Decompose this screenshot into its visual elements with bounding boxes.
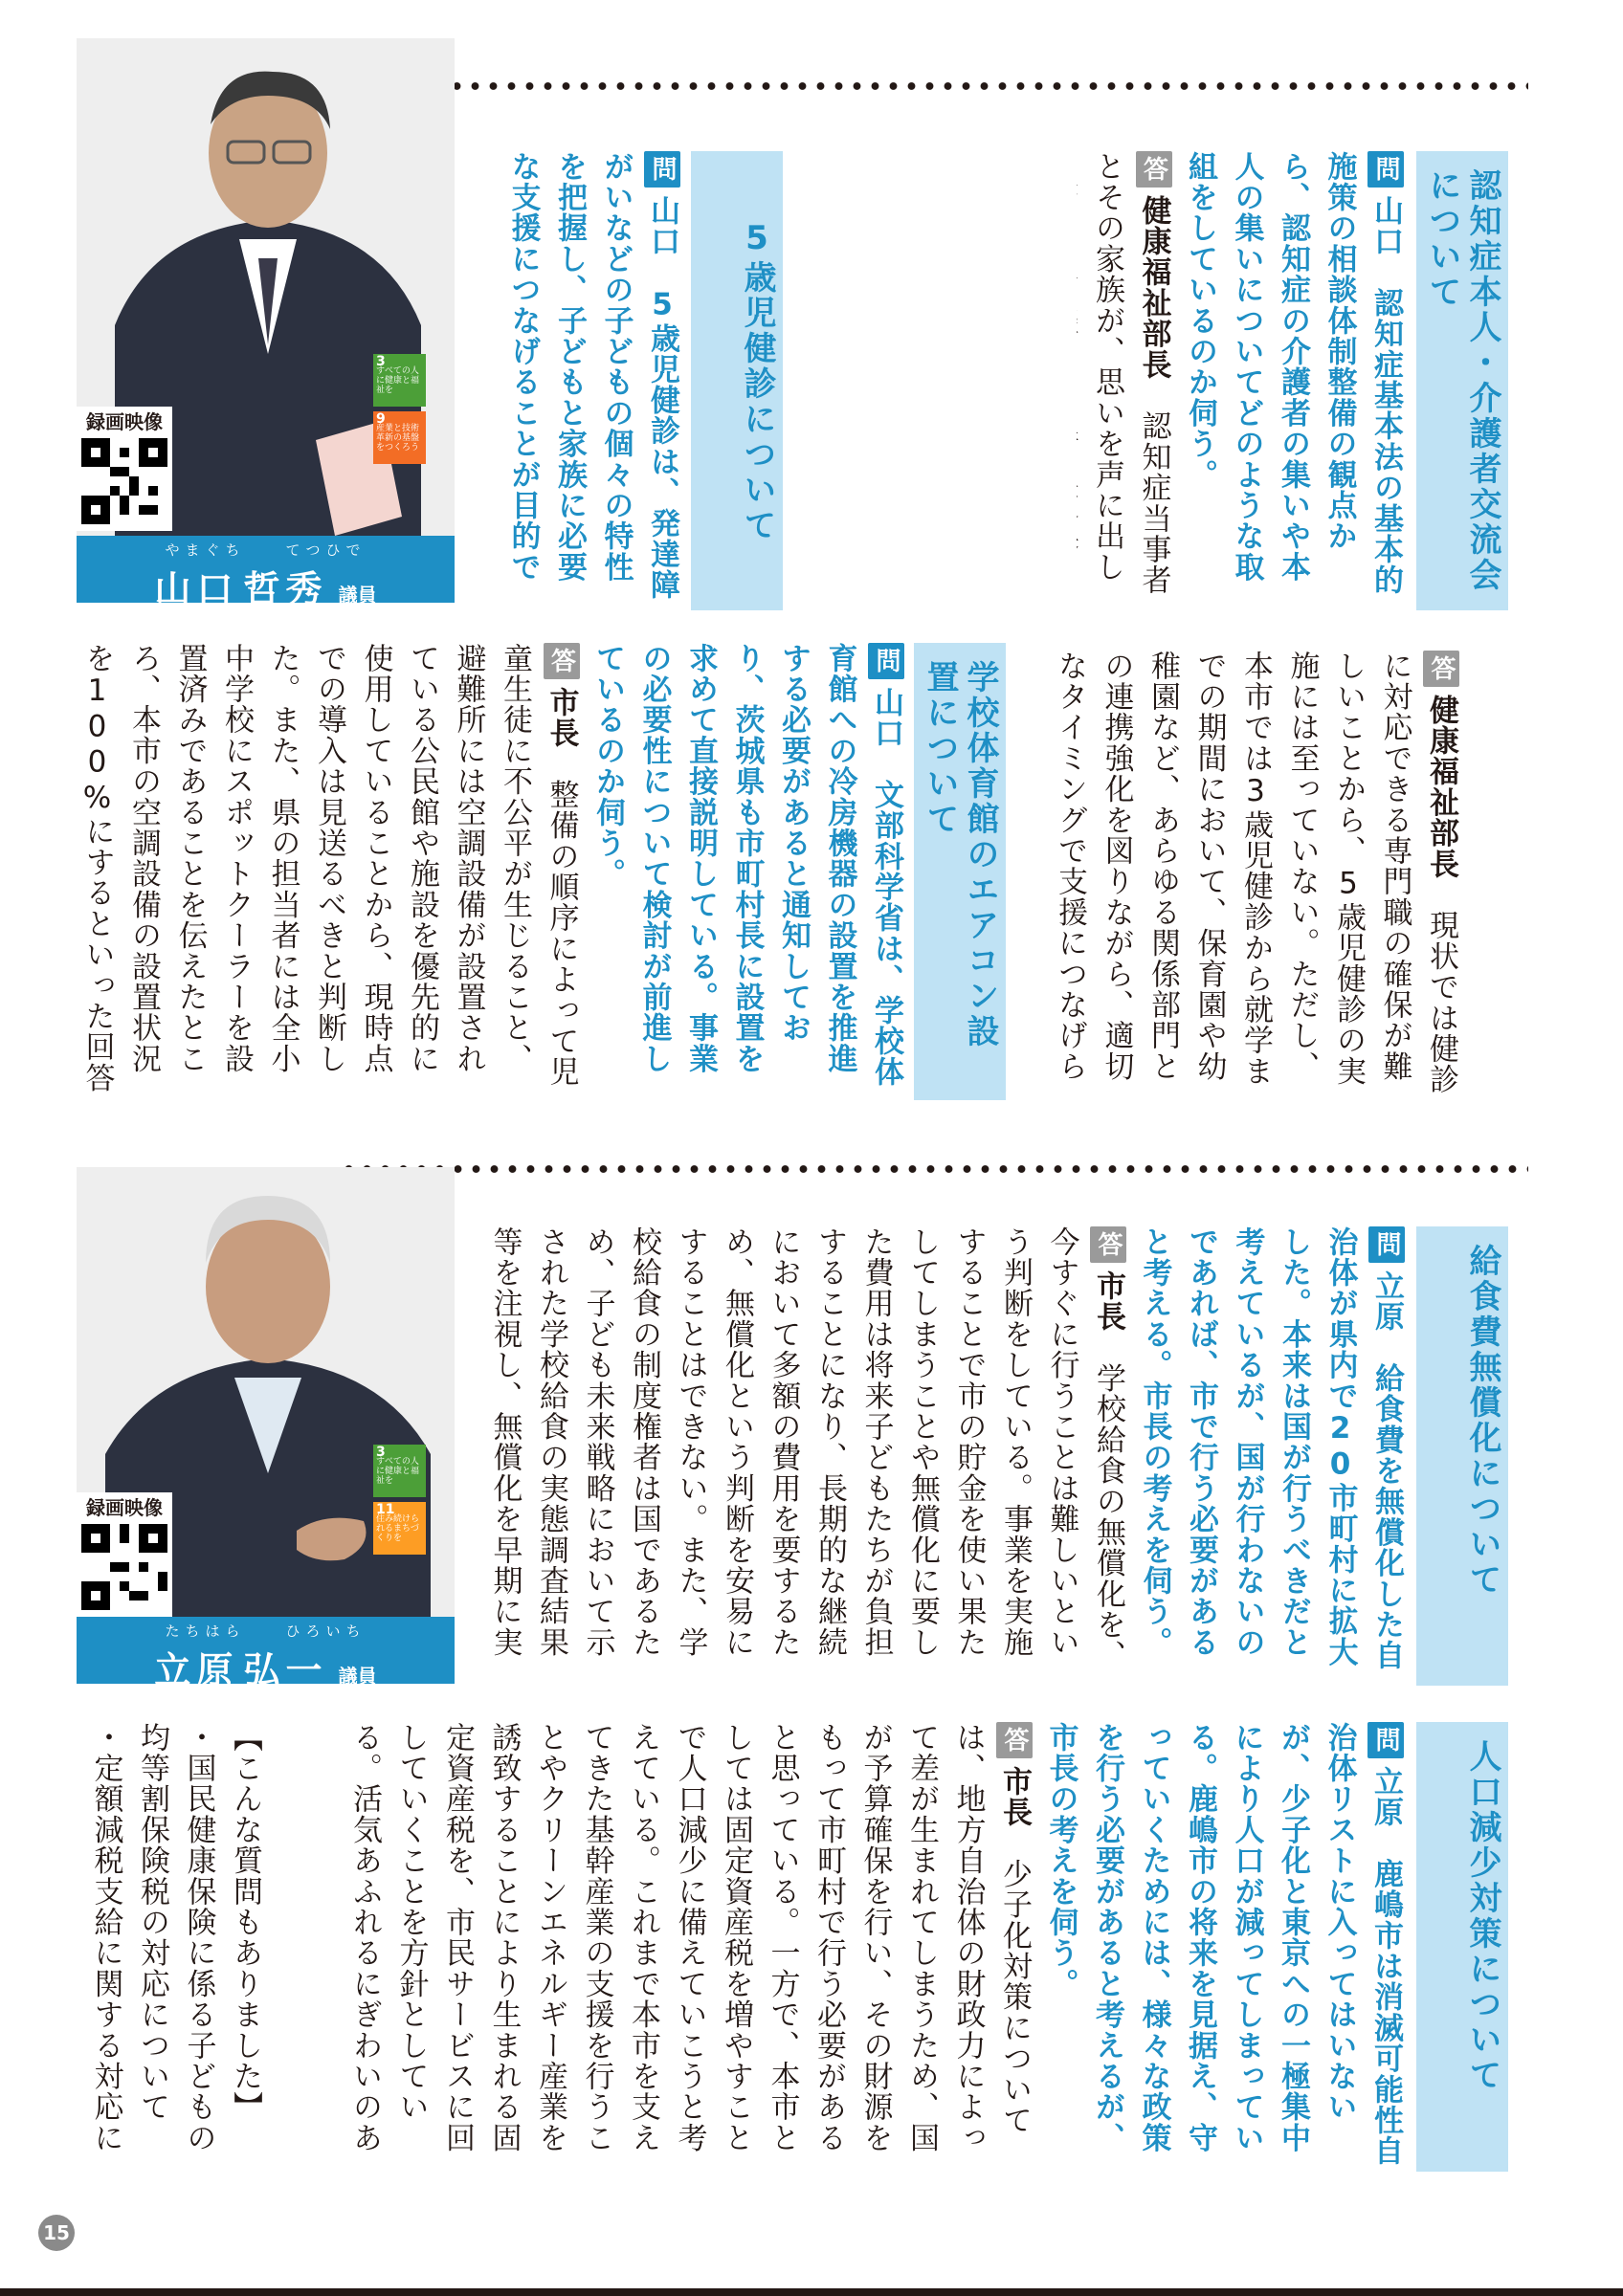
section-gym-aircon-text	[77, 643, 909, 1100]
member-role: 議員	[338, 584, 377, 607]
question-text: 立原 給食費を無償化した自治体が県内で20市町村に拡大した。本来は国が行うべきだと考えているが、国が行わないのであれば、市で行う必要があると考える。市長の考えを伺う。	[1137, 1226, 1404, 1671]
answer-tag: 答	[1136, 151, 1172, 188]
section-heading-population: 人口減少対策について	[1416, 1722, 1508, 2172]
other-questions	[77, 1722, 268, 2172]
member-name-yamaguchi	[77, 536, 455, 610]
middle-dotted-divider	[340, 1165, 1528, 1173]
answer-text: 整備の順序によって児童生徒に不公平が生じること、避難所には空調設備が設置されている公民館や施設を優先的に使用していることから、現時点での導入は見送るべきと判断した。また、県の担当者には全小中学校にスポットクーラーを設置済みであることを伝えたところ、本市の空調設備の設置状況を100%にするといった回答	[79, 643, 579, 1093]
section-heading-child-checkup: 5歳児健診について	[691, 151, 783, 610]
answer-speaker: 市長	[1091, 1270, 1125, 1333]
bottom-rule	[0, 2288, 1623, 2296]
section-population-text	[345, 1722, 1409, 2172]
sdg-icon-3: 3 すべての人に健康と福祉を	[373, 1445, 426, 1497]
section-heading-school-lunch: 給食費無償化について	[1416, 1226, 1508, 1686]
answer-text: 現状では健診に対応できる専門職の確保が難しいことから、5歳児健診の実施には至っていない。ただし、本市では3歳児健診から就学までの期間において、保育園や幼稚園など、あらゆる関係部門との連携強化を図りながら、適切なタイミングで支援につなげら	[1053, 651, 1458, 1095]
other-question-item: ・定額減税支給に関する対応に	[88, 1722, 123, 2153]
answer-text: 学校給食の無償化を、今すぐに行うことは難しいという判断をしている。事業を実施することで市の貯金を使い果たしてしまうことや無償化に要した費用は将来子どもたちが負担することになり、長期的な継続において多額の費用を要するため、無償化という判断を安易にすることはできない。また、学校給食の制度権者は国であるため、子ども未来戦略において示された学校給食の実態調査結果等を注視し、無償化を早期に実	[487, 1226, 1125, 1671]
answer-tag: 答	[1090, 1226, 1126, 1263]
answer-speaker: 健康福祉部長	[1136, 195, 1171, 381]
answer-text: 少子化対策については、地方自治体の財政力によって差が生まれてしまうため、国が予算確保を行い、その財源をもって市町村で行う必要があると思っている。一方で、本市としては固定資産税を増やすことで人口減少に備えていこうと考えている。これまで本市を支えてきた基幹産業の支援を行うことやクリーンエネルギー産業を誘致することにより生まれる固定資産税を、市民サービスに回していくことを方針としている。活気あふれるにぎわいのあ	[347, 1722, 1032, 2153]
sdg-icon-11: 11 住み続けられるまちづくりを	[373, 1502, 426, 1555]
video-qr-tachihara[interactable]	[77, 1492, 172, 1617]
section-dementia-text	[1077, 151, 1409, 610]
question-tag: 問	[1367, 1722, 1404, 1758]
section-child-checkup-answer	[1043, 651, 1464, 1100]
sdg-icon-3: 3 すべての人に健康と福祉を	[373, 354, 426, 407]
other-questions-title: 【こんな質問もありました】	[228, 1722, 262, 2123]
question-text: 山口 5歳児健診は、発達障がいなどの子どもの個々の特性を把握し、子どもと家族に必要な支援につなげることが目的で	[505, 151, 679, 601]
answer-speaker: 市長	[997, 1766, 1032, 1828]
member-given-name: 弘一	[243, 1649, 328, 1691]
qr-code-icon	[81, 438, 167, 524]
answer-speaker: 市長	[544, 687, 579, 749]
member-family-name: 立原	[154, 1649, 239, 1691]
video-label: 録画映像	[86, 1496, 163, 1519]
member-name-tachihara	[77, 1617, 455, 1691]
question-tag: 問	[868, 643, 904, 679]
answer-text: 認知症当事者とその家族が、思いを声に出し	[1090, 151, 1171, 596]
answer-tag: 答	[544, 643, 580, 679]
member-family-name: 山口	[154, 568, 239, 610]
question-text: 立原 鹿嶋市は消滅可能性自治体リストに入ってはいないが、少子化と東京への一極集中により人口が減ってしまっている。鹿嶋市の将来を見据え、守っていくためには、様々な政策を行う必要があると考えるが、市長の考えを伺う。	[1043, 1722, 1403, 2167]
page-number: 15	[38, 2215, 75, 2251]
section-school-lunch-text	[483, 1226, 1410, 1686]
other-question-item: ・国民健康保険に係る子どもの均等割保険税の対応について	[135, 1722, 216, 2153]
qr-code-icon	[81, 1524, 167, 1610]
video-qr-yamaguchi[interactable]	[77, 407, 172, 531]
section-heading-dementia: 認知症本人・介護者交流会について	[1416, 151, 1508, 610]
question-text: 山口 文部科学省は、学校体育館への冷房機器の設置を推進する必要があると通知しており、茨城県も市町村長に設置を求めて直接説明している。事業の必要性について検討が前進しているのか伺う。	[590, 643, 903, 1088]
question-text: 山口 認知症基本法の基本的施策の相談体制整備の観点から、認知症の介護者の集いや本人の集いについてどのような取組をしているのか伺う。	[1183, 151, 1403, 596]
answer-tag: 答	[996, 1722, 1033, 1758]
sdg-icon-9: 9 産業と技術革新の基盤をつくろう	[373, 411, 426, 464]
question-tag: 問	[644, 151, 680, 188]
section-child-checkup-question	[498, 151, 685, 610]
top-dotted-divider	[321, 82, 1528, 90]
answer-tag: 答	[1423, 651, 1459, 687]
answer-speaker: 健康福祉部長	[1424, 695, 1458, 880]
question-tag: 問	[1367, 151, 1404, 188]
member-ruby: やまぐち てつひで	[165, 541, 367, 559]
question-tag: 問	[1368, 1226, 1405, 1263]
member-role: 議員	[338, 1665, 377, 1688]
section-heading-gym-aircon: 学校体育館のエアコン設置について	[914, 643, 1006, 1100]
video-label: 録画映像	[86, 410, 163, 433]
member-given-name: 哲秀	[243, 568, 328, 610]
member-ruby: たちはら ひろいち	[165, 1623, 367, 1640]
